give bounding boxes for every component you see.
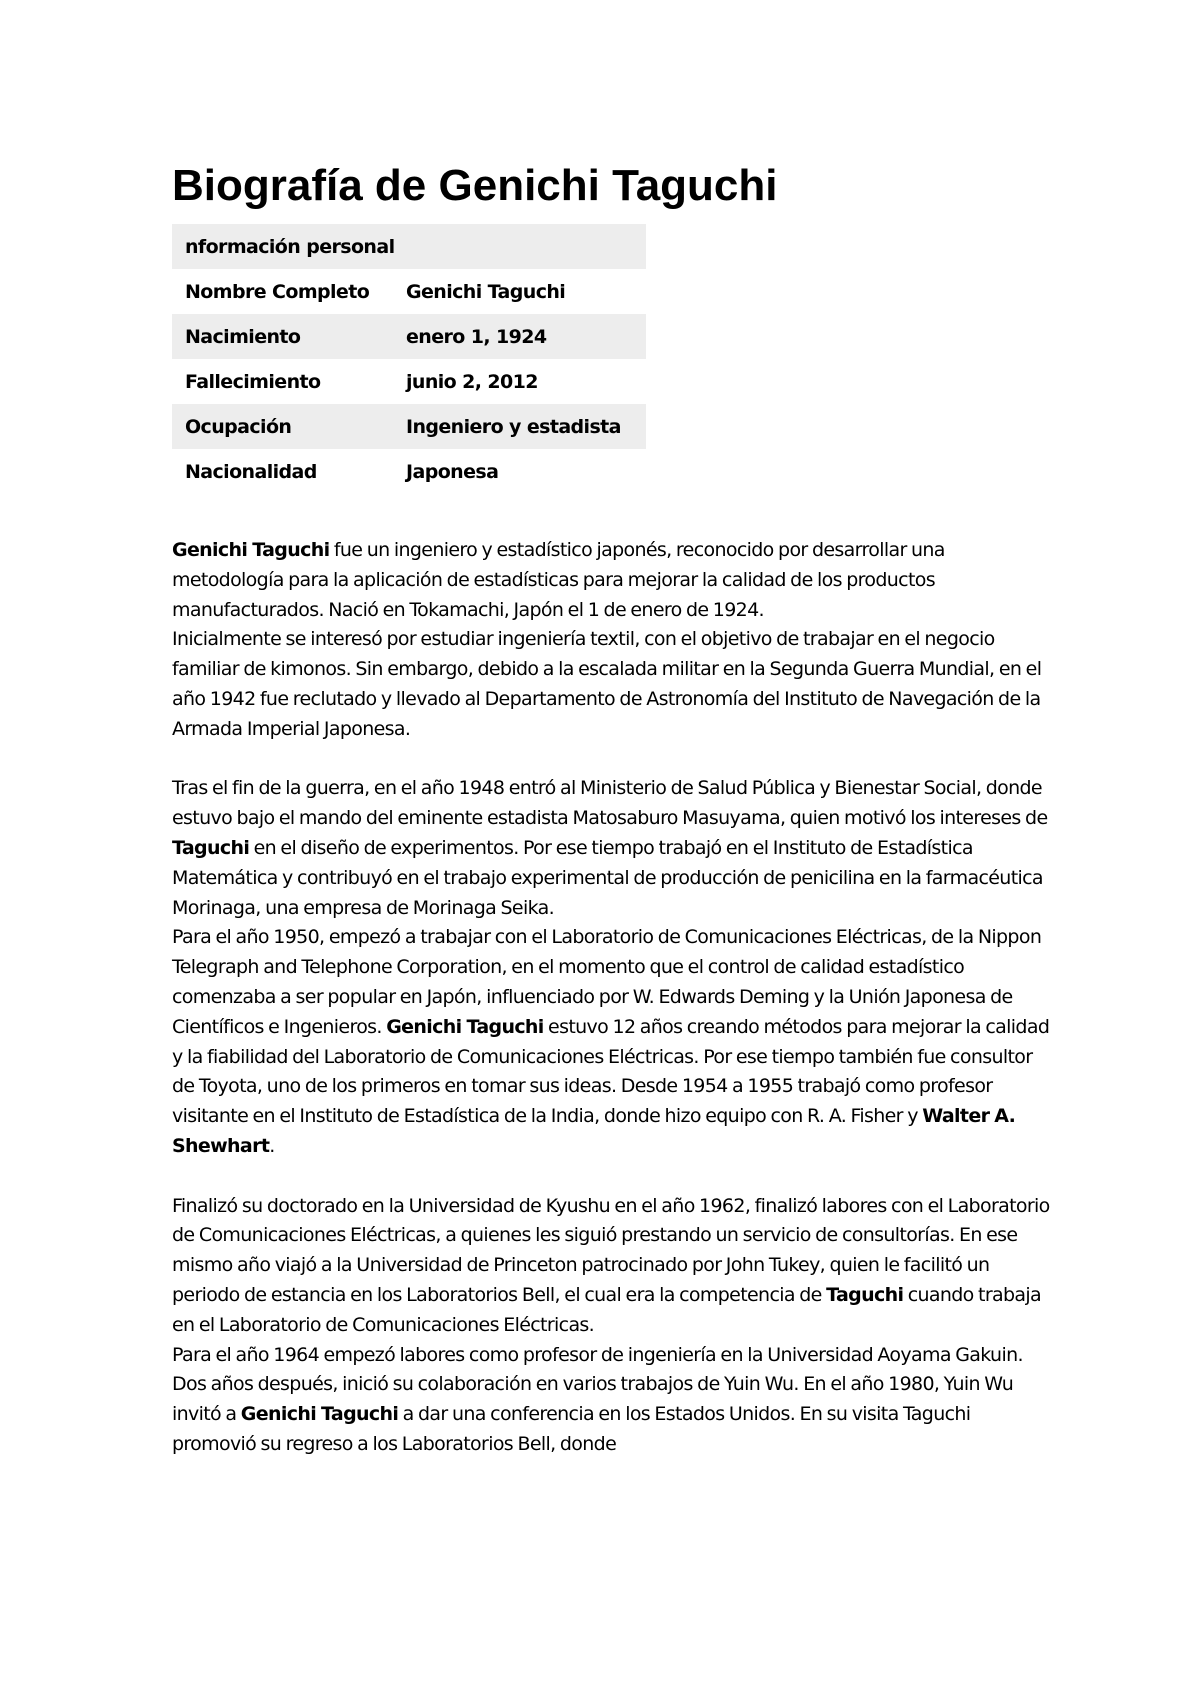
row-label: Nacionalidad [185, 460, 317, 483]
bold-name: Taguchi [826, 1283, 904, 1306]
text-run: cuando trabaja en el Laboratorio de Comunicaciones Eléctricas. [172, 1283, 1042, 1336]
table-row [172, 449, 646, 494]
text-run: Tras el fin de la guerra, en el año 1948 entró al Ministerio de Salud Pública y Bienestar Social, donde estuvo bajo el mando del eminente estadista Matosaburo Masuyama, quien motivó los intereses de [172, 777, 1048, 830]
table-row [172, 314, 646, 359]
page-title: Biografía de Genichi Taguchi [172, 161, 778, 210]
row-value: Ingeniero y estadista [393, 404, 646, 449]
bold-name: Taguchi [172, 836, 250, 859]
document-page [172, 158, 1052, 1460]
paragraph [172, 1192, 1052, 1341]
biography-text [172, 536, 1052, 1460]
text-run: Inicialmente se interesó por estudiar ingeniería textil, con el objetivo de trabajar en el negocio familiar de kimonos. Sin embargo, debido a la escalada militar en la Segunda Guerra Mundial, en el año 1942 fue reclutado y llevado al Departamento de Astronomía del Instituto de Navegación de la Armada Imperial Japonesa. [172, 628, 1042, 740]
table-header-cell: nformación personal [172, 224, 646, 269]
table-header-row [172, 224, 646, 269]
bold-name: Genichi Taguchi [240, 1403, 399, 1426]
personal-info-table [172, 224, 646, 494]
paragraph [172, 536, 1052, 625]
text-run: Para el año 1950, empezó a trabajar con el Laboratorio de Comunicaciones Eléctricas, de la Nippon Telegraph and Telephone Corporation, en el momento que el control de calidad estadístico comenzaba a ser popular en Japón, influenciado por W. Edwards Deming y la Unión Japonesa de Científicos e Ingenieros. [172, 926, 1042, 1038]
text-run: estuvo 12 años creando métodos para mejorar la calidad y la fiabilidad del Laboratorio de Comunicaciones Eléctricas. Por ese tiempo también fue consultor de Toyota, uno de los primeros en tomar sus ideas. Desde 1954 a 1955 trabajó como profesor visitante en el Instituto de Estadística de la India, donde hizo equipo con R. A. Fisher y [172, 1015, 1050, 1128]
table-row [172, 359, 646, 404]
text-run: fue un ingeniero y estadístico japonés, reconocido por desarrollar una metodología para la aplicación de estadísticas para mejorar la calidad de los productos manufacturados. Nació en Tokamachi, Japón el 1 de enero de 1924. [172, 539, 945, 621]
table-row [172, 404, 646, 449]
paragraph [172, 774, 1052, 923]
row-value: Japonesa [406, 460, 499, 483]
text-run: . [269, 1134, 275, 1157]
row-value: Genichi Taguchi [406, 280, 566, 303]
row-label: Nombre Completo [185, 280, 370, 303]
text-run: en el diseño de experimentos. Por ese tiempo trabajó en el Instituto de Estadística Matemática y contribuyó en el trabajo experimental de producción de penicilina en la farmacéutica Morinaga, una empresa de Morinaga Seika. [172, 836, 1043, 919]
text-run: Para el año 1964 empezó labores como profesor de ingeniería en la Universidad Aoyama Gakuin. Dos años después, inició su colaboración en varios trabajos de Yuin Wu. En el año 1980, Yuin Wu invitó a [172, 1343, 1023, 1426]
row-value: enero 1, 1924 [393, 314, 646, 359]
row-label: Ocupación [172, 404, 393, 449]
row-label: Nacimiento [172, 314, 393, 359]
bold-name: Genichi Taguchi [386, 1015, 544, 1038]
paragraph [172, 923, 1052, 1161]
row-label: Fallecimiento [185, 370, 321, 393]
text-run: Finalizó su doctorado en la Universidad de Kyushu en el año 1962, finalizó labores con el Laboratorio de Comunicaciones Eléctricas, a quienes les siguió prestando un servicio de consultorías. En ese mismo año viajó a la Universidad de Princeton patrocinado por John Tukey, quien le facilitó un periodo de estancia en los Laboratorios Bell, el cual era la competencia de [172, 1194, 1050, 1306]
bold-name: Walter A. Shewhart [172, 1105, 1016, 1157]
table-row [172, 269, 646, 314]
row-value: junio 2, 2012 [406, 370, 538, 393]
paragraph [172, 625, 1052, 744]
text-run: a dar una conferencia en los Estados Unidos. En su visita Taguchi promovió su regreso a los Laboratorios Bell, donde [172, 1403, 971, 1455]
bold-name: Genichi Taguchi [172, 539, 330, 561]
paragraph [172, 1341, 1052, 1460]
